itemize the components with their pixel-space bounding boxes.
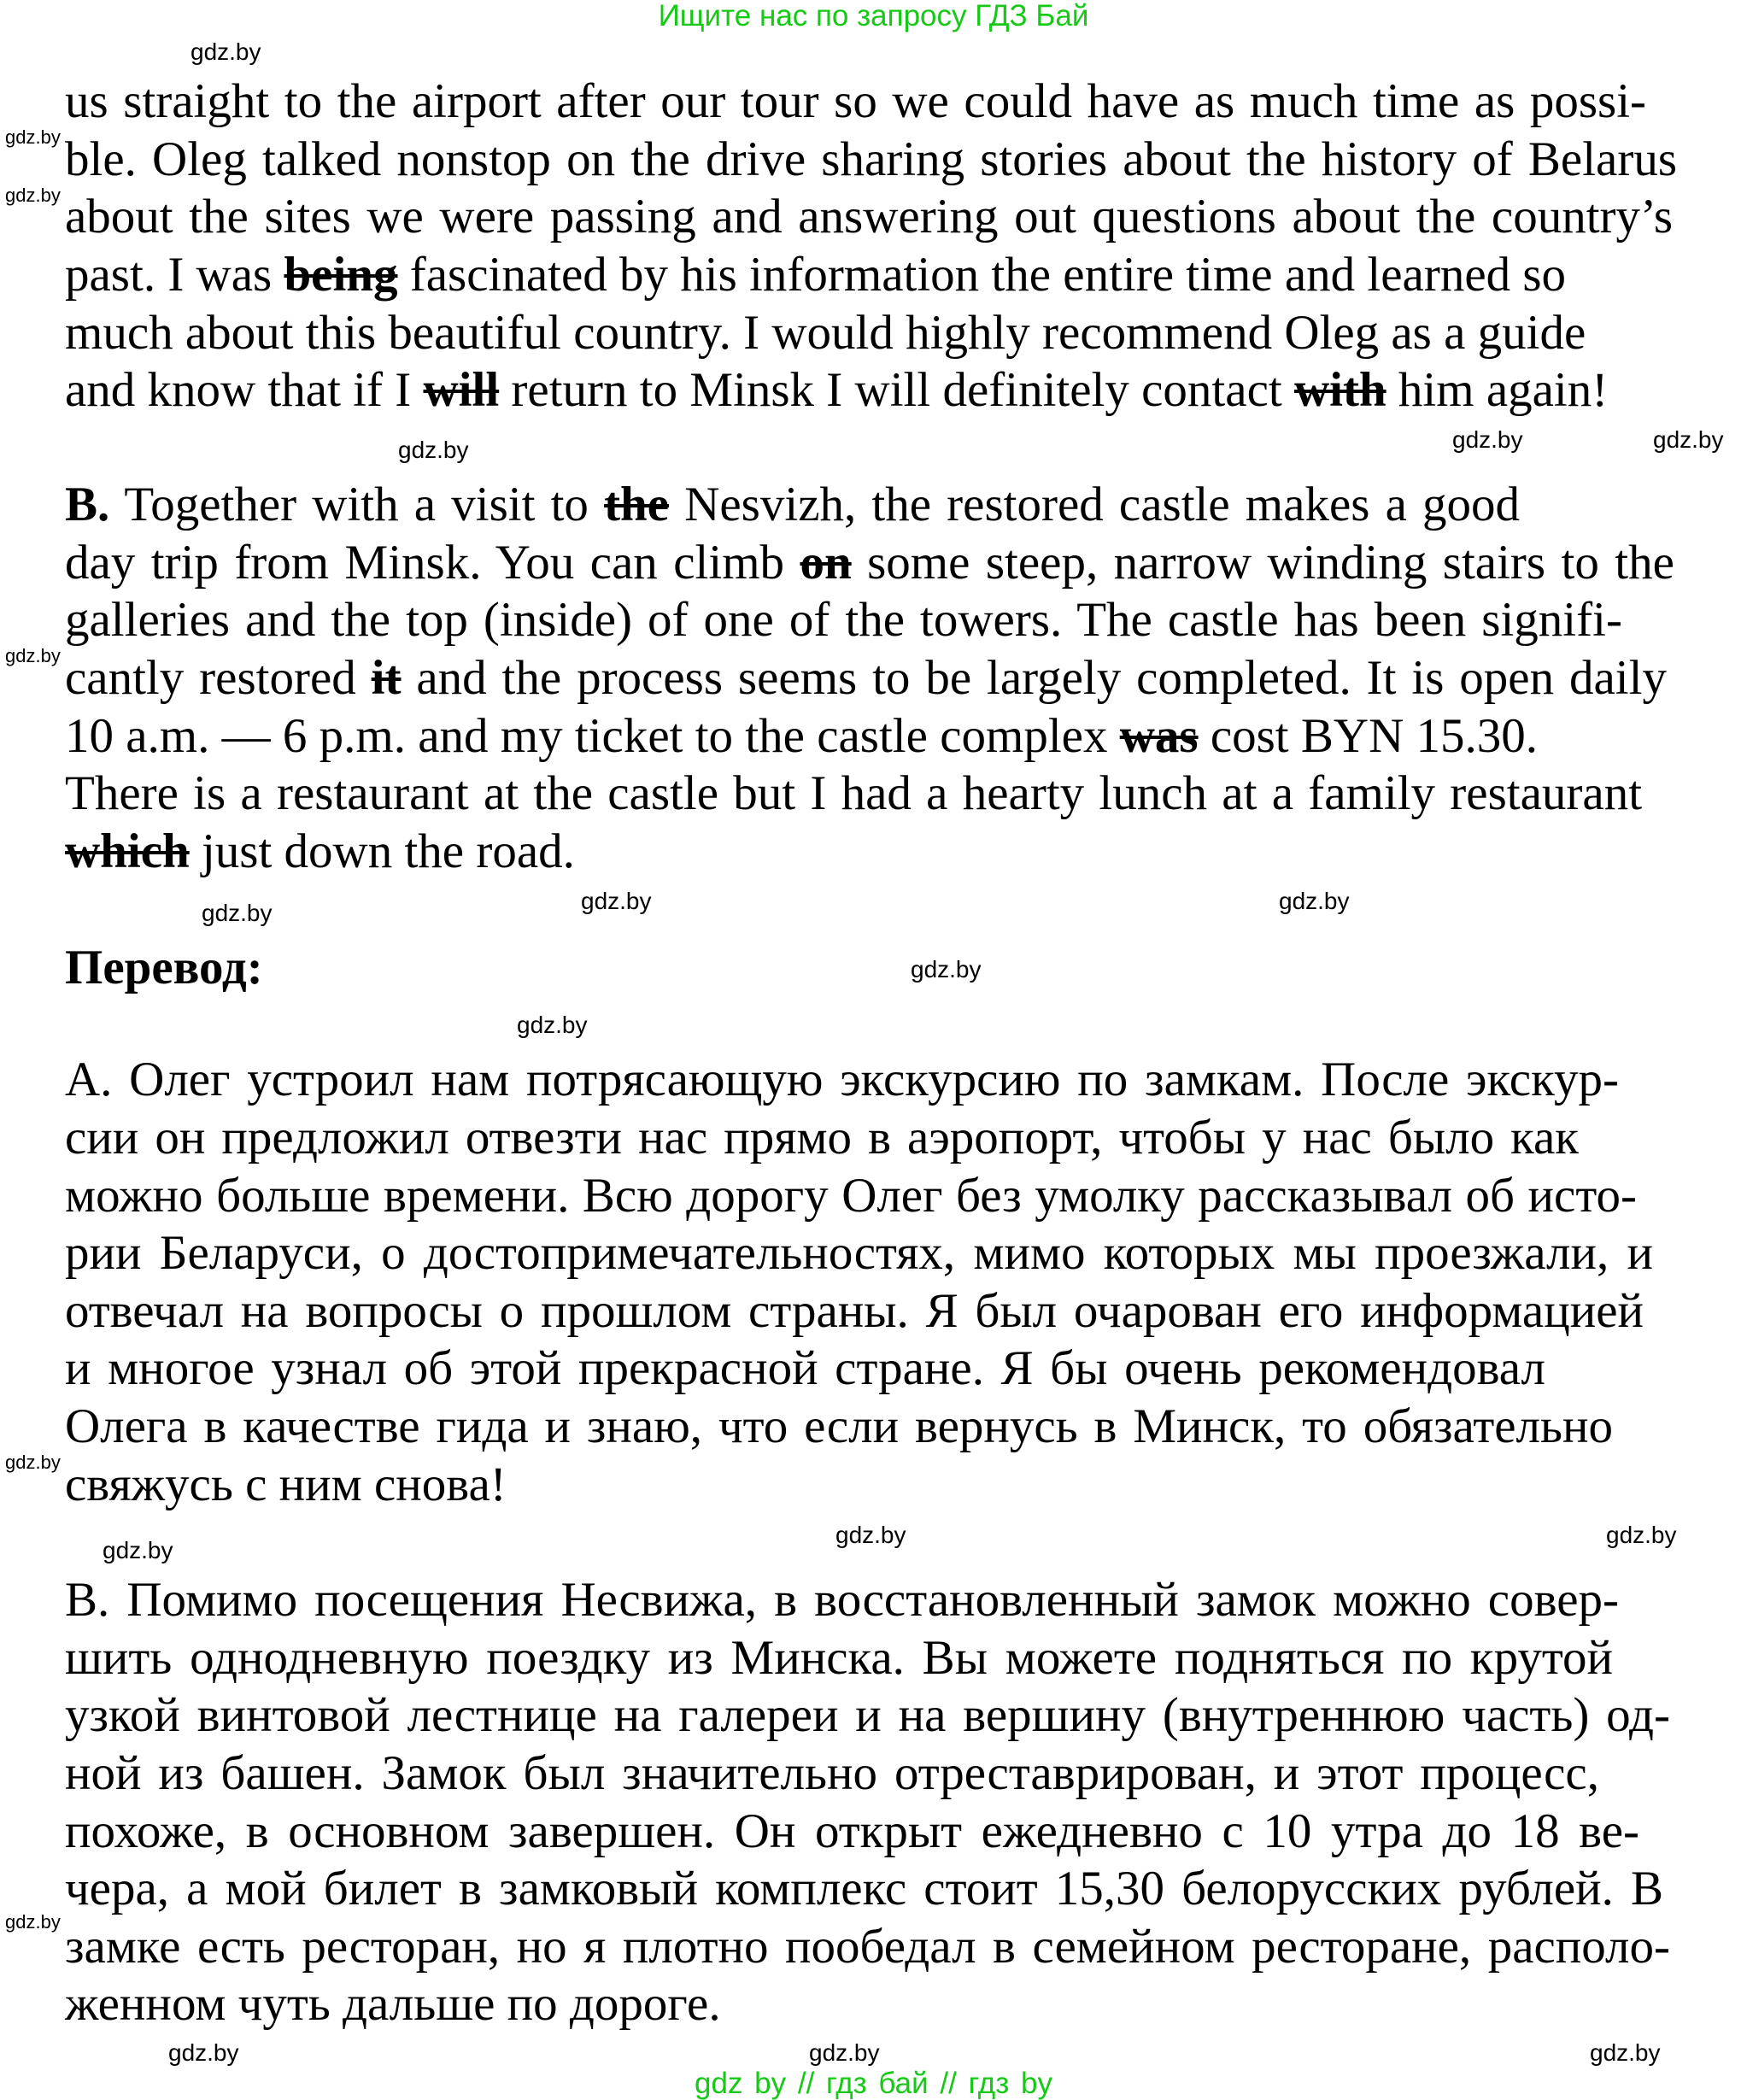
text-segment: past. I was	[65, 248, 284, 302]
section-label: B.	[65, 478, 110, 531]
text-line	[65, 591, 1622, 649]
watermark: gdz.by	[103, 1537, 173, 1563]
text-line	[65, 1571, 1619, 1629]
watermark: gdz.by	[581, 888, 652, 914]
watermark: gdz.by	[517, 1012, 588, 1038]
text-segment: шить однодневную поездку из Минска. Вы можете подняться по крутой	[65, 1631, 1614, 1685]
struck-word: will	[423, 363, 500, 417]
watermark: gdz.by	[168, 2039, 239, 2066]
text-segment: us straight to the airport after our tour so we could have as much time as possi-	[65, 74, 1647, 128]
text-segment: and know that if I	[65, 363, 424, 417]
text-line	[65, 188, 1673, 246]
text-segment: much about this beautiful country. I would highly recommend Oleg as a guide	[65, 306, 1586, 360]
watermark: gdz.by	[1606, 1522, 1677, 1548]
struck-word: the	[604, 478, 670, 531]
watermark: gdz.by	[5, 185, 61, 206]
text-segment: fascinated by his information the entire time and learned so	[397, 248, 1567, 302]
text-segment: him again!	[1386, 363, 1609, 417]
text-line	[65, 1109, 1579, 1167]
watermark: gdz.by	[398, 437, 469, 463]
text-segment: можно больше времени. Всю дорогу Олег без умолку рассказывал об исто-	[65, 1169, 1637, 1223]
struck-word: which	[65, 824, 190, 878]
text-segment: ble. Oleg talked nonstop on the drive sharing stories about the history of Belarus	[65, 132, 1678, 186]
watermark: gdz.by	[809, 2039, 880, 2066]
text-line	[65, 246, 1566, 304]
text-line	[65, 1686, 1670, 1745]
text-segment: Олега в качестве гида и знаю, что если вернусь в Минск, то обязательно	[65, 1399, 1613, 1453]
text-segment: и многое узнал об этой прекрасной стране. Я бы очень рекомендовал	[65, 1341, 1545, 1395]
watermark: gdz.by	[5, 645, 61, 666]
struck-word: it	[371, 651, 402, 705]
text-line	[65, 1918, 1670, 1976]
text-line	[65, 1224, 1653, 1282]
text-segment: узкой винтовой лестнице на галереи и на вершину (внутреннюю часть) од-	[65, 1688, 1670, 1742]
watermark: gdz.by	[835, 1522, 906, 1548]
text-line	[65, 1456, 507, 1514]
watermark: gdz.by	[191, 38, 261, 65]
text-line	[65, 1629, 1613, 1687]
struck-word: being	[284, 248, 398, 302]
text-line	[65, 476, 1520, 534]
text-line	[65, 1860, 1663, 1918]
text-line	[65, 304, 1586, 362]
watermark: gdz.by	[1452, 426, 1523, 453]
text-line	[65, 131, 1677, 189]
text-segment: ной из башен. Замок был значительно отреставрирован, и этот процесс,	[65, 1746, 1599, 1800]
text-line	[65, 73, 1646, 131]
watermark: gdz.by	[5, 1911, 61, 1933]
text-segment: рии Беларуси, о достопримечательностях, мимо которых мы проезжали, и	[65, 1226, 1653, 1280]
text-segment: Nesvizh, the restored castle makes a good	[669, 478, 1521, 531]
text-segment: сии он предложил отвезти нас прямо в аэропорт, чтобы у нас было как	[65, 1111, 1579, 1164]
watermark: gdz.by	[5, 1452, 61, 1473]
text-segment: отвечал на вопросы о прошлом страны. Я был очарован его информацией	[65, 1284, 1644, 1338]
text-line	[65, 534, 1674, 592]
watermark: gdz.by	[5, 126, 61, 148]
watermark: gdz.by	[911, 956, 982, 983]
watermark: gdz.by	[1279, 888, 1350, 914]
text-line	[65, 765, 1642, 823]
text-segment: just down the road.	[189, 824, 575, 878]
text-line	[65, 1745, 1599, 1803]
text-segment: return to Minsk I will definitely contact	[499, 363, 1294, 417]
text-line	[65, 707, 1538, 766]
text-segment: some steep, narrow winding stairs to the	[851, 536, 1674, 590]
text-segment: женном чуть дальше по дороге.	[65, 1977, 721, 2031]
text-segment: cost BYN 15.30.	[1198, 709, 1538, 763]
text-segment: galleries and the top (inside) of one of the towers. The castle has been signifi-	[65, 593, 1622, 647]
text-segment: about the sites we were passing and answering out questions about the country’s	[65, 190, 1674, 243]
text-line	[65, 823, 575, 881]
watermark: gdz.by	[1590, 2039, 1661, 2066]
text-line	[65, 649, 1667, 707]
text-line	[65, 1803, 1639, 1861]
text-segment: cantly restored	[65, 651, 372, 705]
text-segment: В. Помимо посещения Несвижа, в восстановленный замок можно совер-	[65, 1573, 1619, 1627]
struck-word: was	[1119, 709, 1199, 763]
text-line	[65, 1282, 1644, 1340]
text-segment: похоже, в основном завершен. Он открыт ежедневно с 10 утра до 18 ве-	[65, 1804, 1640, 1858]
struck-word: on	[800, 536, 852, 590]
text-line	[65, 1167, 1637, 1225]
text-segment: day trip from Minsk. You can climb	[65, 536, 800, 590]
watermark: gdz.by	[1653, 426, 1724, 453]
text-segment: А. Олег устроил нам потрясающую экскурсию по замкам. После экскур-	[65, 1053, 1619, 1106]
text-segment: Together with a visit to	[109, 478, 605, 531]
footer-banner: gdz by // гдз бай // гдз by	[695, 2067, 1052, 2100]
text-segment: 10 a.m. — 6 p.m. and my ticket to the castle complex	[65, 709, 1120, 763]
text-line	[65, 1051, 1619, 1109]
text-segment: свяжусь с ним снова!	[65, 1458, 507, 1511]
text-segment: замке есть ресторан, но я плотно пообедал в семейном ресторане, располо-	[65, 1920, 1670, 1974]
text-segment: and the process seems to be largely completed. It is open daily	[401, 651, 1667, 705]
search-banner: Ищите нас по запросу ГДЗ Бай	[658, 0, 1089, 32]
text-line	[65, 1340, 1545, 1398]
text-line	[65, 1398, 1613, 1456]
text-segment: There is a restaurant at the castle but I had a hearty lunch at a family restaurant	[65, 766, 1643, 820]
struck-word: with	[1293, 363, 1386, 417]
translation-heading: Перевод:	[65, 941, 263, 994]
watermark: gdz.by	[202, 900, 273, 926]
text-line	[65, 1975, 721, 2033]
text-line	[65, 361, 1608, 419]
text-segment: чера, а мой билет в замковый комплекс стоит 15,30 белорусских рублей. В	[65, 1862, 1664, 1915]
